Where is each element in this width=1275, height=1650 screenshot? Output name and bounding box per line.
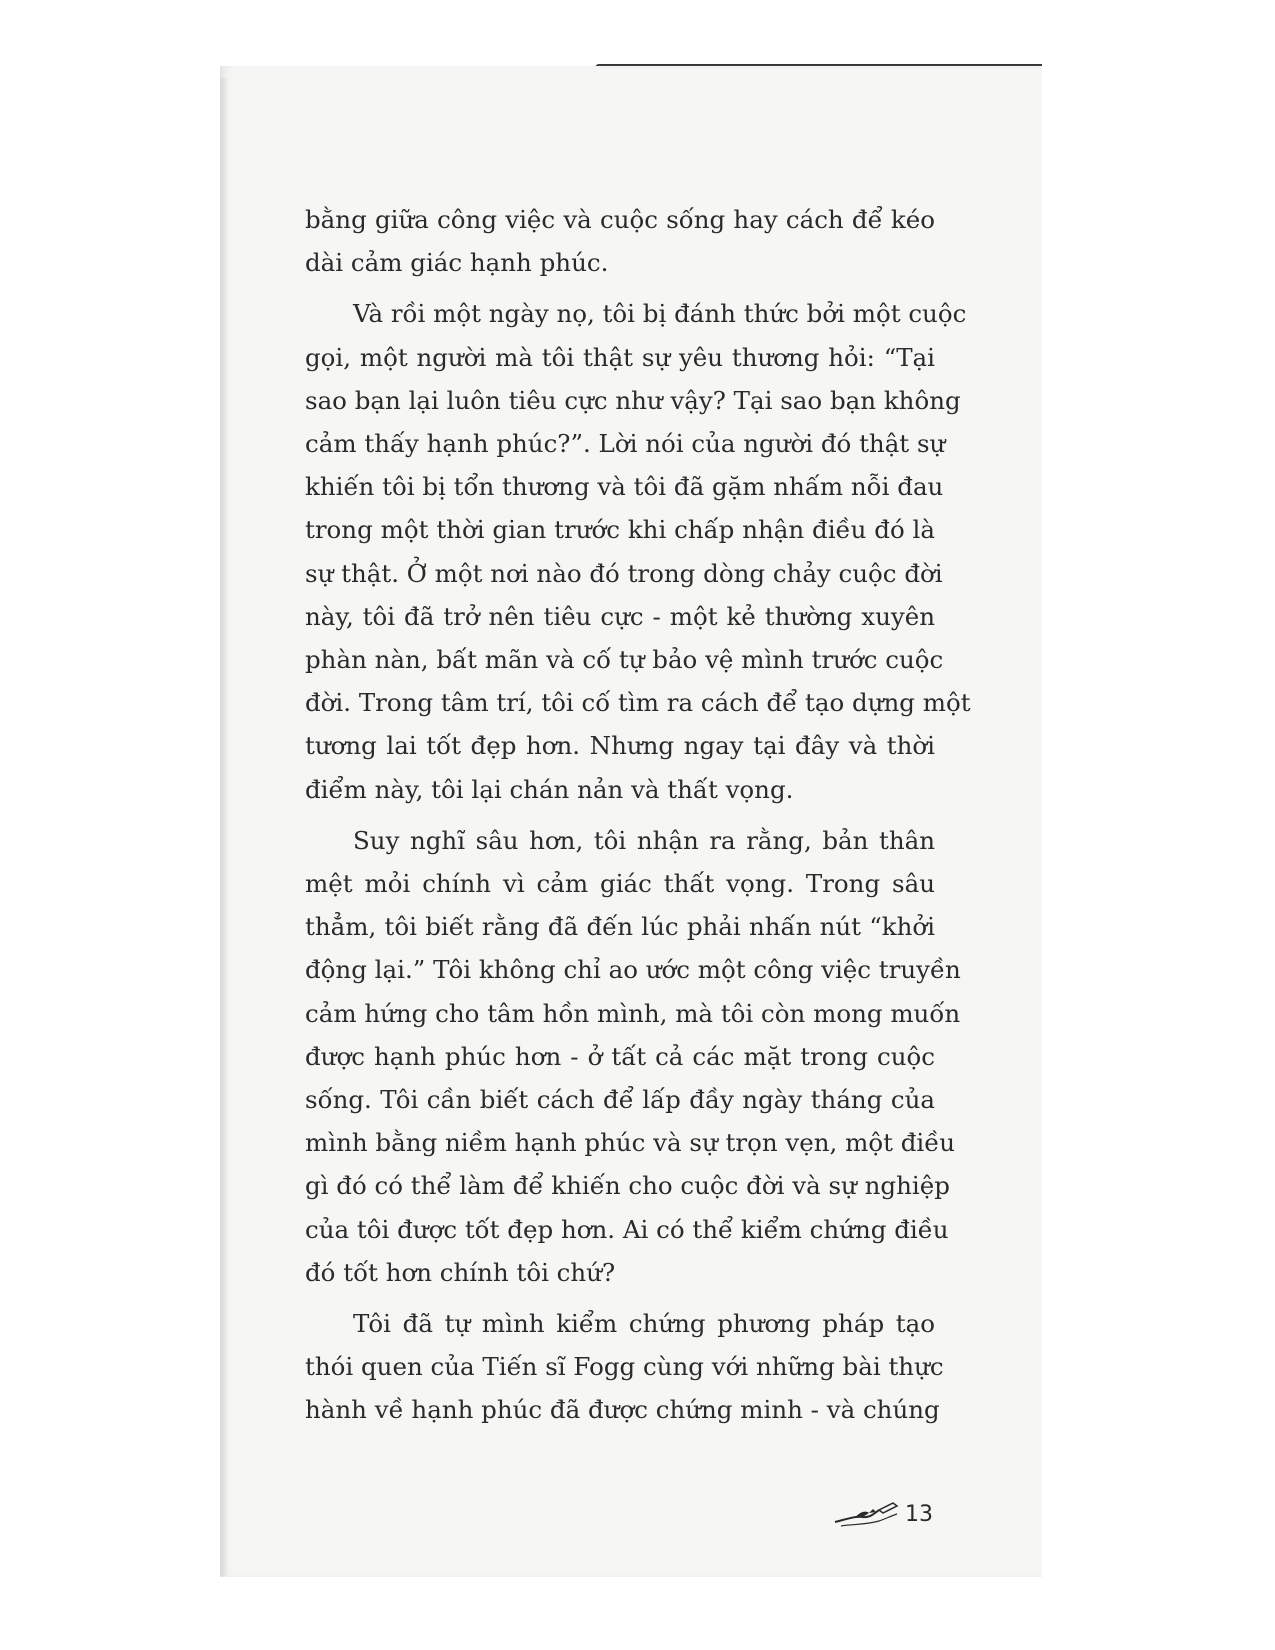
body-text: [305, 198, 971, 1440]
page-number: 13: [905, 1502, 933, 1527]
text-line: tương lai tốt đẹp hơn. Nhưng ngay tại đây và thời: [305, 731, 935, 761]
text-line: bằng giữa công việc và cuộc sống hay cách để kéo: [305, 205, 935, 234]
paragraph: [305, 1302, 944, 1432]
paragraph: [305, 292, 971, 810]
text-line: trong một thời gian trước khi chấp nhận điều đó là: [305, 515, 935, 545]
text-line: này, tôi đã trở nên tiêu cực - một kẻ thường xuyên: [305, 601, 935, 631]
text-line: sự thật. Ở một nơi nào đó trong dòng chảy cuộc đời: [305, 558, 943, 588]
text-line: đời. Trong tâm trí, tôi cố tìm ra cách để tạo dựng một: [305, 688, 971, 718]
paragraph: [305, 819, 961, 1294]
text-line: sao bạn lại luôn tiêu cực như vậy? Tại sao bạn không: [305, 385, 961, 415]
text-line: mình bằng niềm hạnh phúc và sự trọn vẹn, một điều: [305, 1128, 956, 1158]
text-line: Tôi đã tự mình kiểm chứng phương pháp tạo: [353, 1309, 935, 1339]
page-footer: [833, 1500, 943, 1530]
text-line: mệt mỏi chính vì cảm giác thất vọng. Trong sâu: [305, 869, 935, 899]
text-line: đó tốt hơn chính tôi chứ?: [305, 1257, 616, 1287]
text-line: được hạnh phúc hơn - ở tất cả các mặt trong cuộc: [305, 1041, 935, 1071]
text-line: dài cảm giác hạnh phúc.: [305, 248, 609, 278]
text-line: gọi, một người mà tôi thật sự yêu thương hỏi: “Tại: [305, 342, 935, 372]
text-line: khiến tôi bị tổn thương và tôi đã gặm nhấm nỗi đau: [305, 472, 944, 502]
text-line: thói quen của Tiến sĩ Fogg cùng với những bài thực: [305, 1352, 944, 1382]
text-line: Suy nghĩ sâu hơn, tôi nhận ra rằng, bản thân: [353, 825, 935, 855]
text-line: của tôi được tốt đẹp hơn. Ai có thể kiểm chứng điều: [305, 1214, 949, 1244]
text-line: động lại.” Tôi không chỉ ao ước một công việc truyền: [305, 955, 961, 985]
page-gutter-shadow: [220, 78, 228, 1576]
text-line: cảm hứng cho tâm hồn mình, mà tôi còn mong muốn: [305, 998, 961, 1028]
text-line: cảm thấy hạnh phúc?”. Lời nói của người đó thật sự: [305, 429, 946, 459]
text-line: phàn nàn, bất mãn và cố tự bảo vệ mình trước cuộc: [305, 645, 944, 675]
text-line: gì đó có thể làm để khiến cho cuộc đời và sự nghiệp: [305, 1171, 950, 1201]
text-line: thẳm, tôi biết rằng đã đến lúc phải nhấn nút “khởi: [305, 912, 935, 942]
text-line: sống. Tôi cần biết cách để lấp đầy ngày tháng của: [305, 1085, 935, 1115]
text-line: điểm này, tôi lại chán nản và thất vọng.: [305, 774, 794, 804]
text-line: Và rồi một ngày nọ, tôi bị đánh thức bởi một cuộc: [353, 299, 967, 329]
bird-pen-flourish-icon: [833, 1500, 903, 1530]
paragraph: [305, 198, 935, 284]
text-line: hành về hạnh phúc đã được chứng minh - và chúng: [305, 1395, 940, 1425]
